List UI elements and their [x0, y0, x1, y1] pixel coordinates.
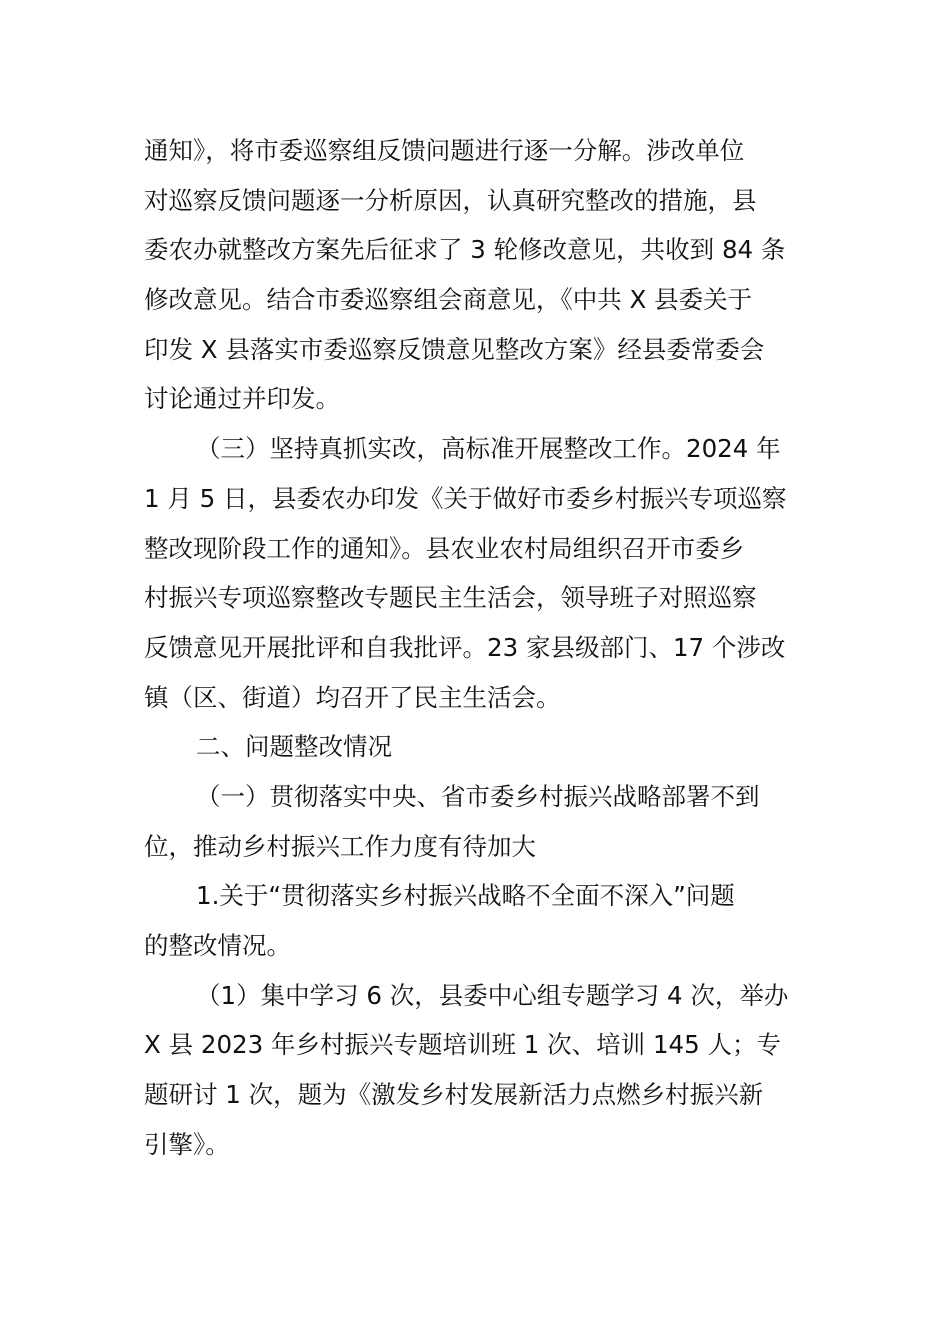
paragraph-line: 整改现阶段工作的通知》。县农业农村局组织召开市委乡: [144, 533, 745, 563]
paragraph-line: 修改意见。结合市委巡察组会商意见，《中共 X 县委关于: [144, 285, 753, 315]
list-item-1: （1）集中学习 6 次，县委中心组专题学习 4 次，举办: [196, 980, 789, 1010]
paragraph-line: 委农办就整改方案先后征求了 3 轮修改意见，共收到 84 条: [144, 235, 786, 265]
paragraph-line: 讨论通过并印发。: [144, 384, 340, 414]
paragraph-line: 反馈意见开展批评和自我批评。23 家县级部门、17 个涉改: [144, 632, 786, 662]
paragraph-line: 村振兴专项巡察整改专题民主生活会，领导班子对照巡察: [144, 583, 757, 613]
paragraph-line: 位，推动乡村振兴工作力度有待加大: [144, 831, 536, 861]
subsection-heading-1: （一）贯彻落实中央、省市委乡村振兴战略部署不到: [196, 781, 760, 811]
paragraph-line: 1 月 5 日，县委农办印发《关于做好市委乡村振兴专项巡察: [144, 483, 787, 513]
section-heading-3: （三）坚持真抓实改，高标准开展整改工作。2024 年: [196, 434, 781, 464]
section-heading-2: 二、问题整改情况: [196, 732, 392, 762]
paragraph-line: 通知》，将市委巡察组反馈问题进行逐一分解。涉改单位: [144, 136, 745, 165]
paragraph-line: 镇（区、街道）均召开了民主生活会。: [144, 682, 561, 712]
paragraph-line: 的整改情况。: [144, 931, 291, 960]
paragraph-line: 引擎》。: [144, 1129, 230, 1159]
paragraph-line: X 县 2023 年乡村振兴专题培训班 1 次、培训 145 人；专: [144, 1030, 781, 1060]
document-body: [144, 126, 814, 1169]
item-heading-1: 1.关于“贯彻落实乡村振兴战略不全面不深入”问题: [196, 881, 735, 911]
paragraph-line: 对巡察反馈问题逐一分析原因，认真研究整改的措施，县: [144, 185, 757, 215]
paragraph-line: 题研讨 1 次，题为《激发乡村发展新活力点燃乡村振兴新: [144, 1080, 764, 1110]
paragraph-line: 印发 X 县落实市委巡察反馈意见整改方案》经县委常委会: [144, 334, 765, 364]
